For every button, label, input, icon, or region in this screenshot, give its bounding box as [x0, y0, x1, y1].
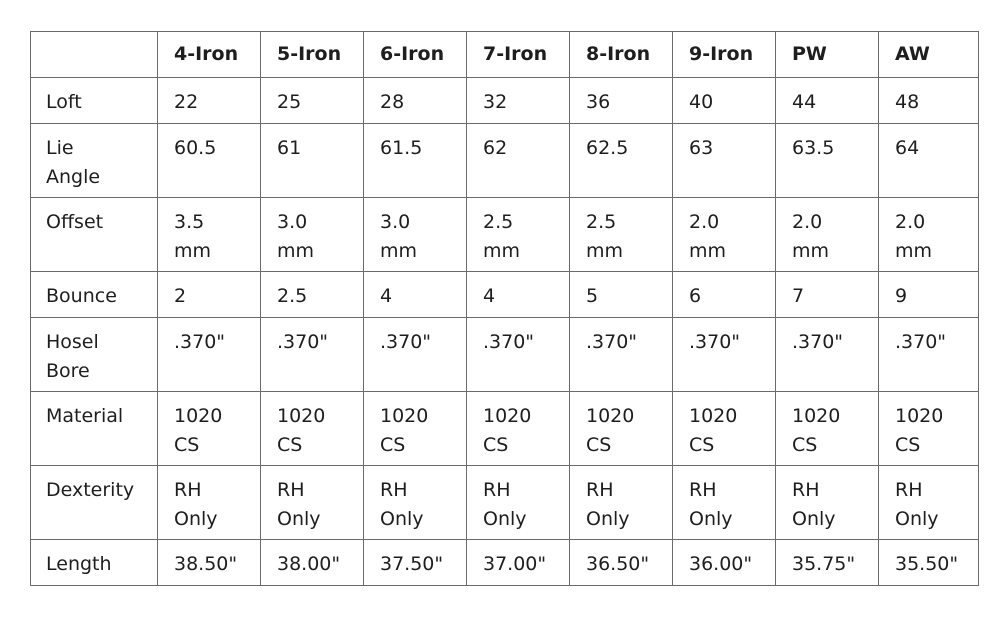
table-cell: 1020 CS	[261, 392, 364, 466]
column-header-aw: AW	[879, 32, 979, 78]
table-cell: 6	[673, 272, 776, 318]
table-cell: .370"	[776, 318, 879, 392]
table-cell: 4	[467, 272, 570, 318]
table-cell: 1020 CS	[467, 392, 570, 466]
table-cell: RH Only	[879, 466, 979, 540]
table-cell: 2.5 mm	[467, 198, 570, 272]
row-loft	[31, 78, 979, 124]
column-header-7-iron: 7-Iron	[467, 32, 570, 78]
row-label: Offset	[31, 198, 158, 272]
table-cell: 3.5 mm	[158, 198, 261, 272]
row-bounce	[31, 272, 979, 318]
table-cell: RH Only	[673, 466, 776, 540]
table-cell: 25	[261, 78, 364, 124]
table-cell: 62	[467, 124, 570, 198]
column-header-6-iron: 6-Iron	[364, 32, 467, 78]
table-cell: 2.0 mm	[673, 198, 776, 272]
row-material	[31, 392, 979, 466]
column-header-8-iron: 8-Iron	[570, 32, 673, 78]
table-cell: 63.5	[776, 124, 879, 198]
row-label: Material	[31, 392, 158, 466]
table-cell: 38.00"	[261, 540, 364, 586]
table-cell: .370"	[261, 318, 364, 392]
table-cell: 35.50"	[879, 540, 979, 586]
table-cell: 32	[467, 78, 570, 124]
table-cell: 36	[570, 78, 673, 124]
table-cell: .370"	[879, 318, 979, 392]
table-cell: 61.5	[364, 124, 467, 198]
table-cell: 22	[158, 78, 261, 124]
table-cell: .370"	[158, 318, 261, 392]
table-cell: RH Only	[364, 466, 467, 540]
table-cell: 1020 CS	[158, 392, 261, 466]
table-cell: 4	[364, 272, 467, 318]
table-cell: 64	[879, 124, 979, 198]
column-header-4-iron: 4-Iron	[158, 32, 261, 78]
table-cell: .370"	[467, 318, 570, 392]
table-cell: 2	[158, 272, 261, 318]
row-length	[31, 540, 979, 586]
row-hosel-bore	[31, 318, 979, 392]
row-dexterity	[31, 466, 979, 540]
table-cell: 1020 CS	[364, 392, 467, 466]
table-cell: 2.5	[261, 272, 364, 318]
row-label: Dexterity	[31, 466, 158, 540]
table-cell: 3.0 mm	[364, 198, 467, 272]
table-cell: 1020 CS	[570, 392, 673, 466]
corner-cell	[31, 32, 158, 78]
column-header-5-iron: 5-Iron	[261, 32, 364, 78]
table-cell: 28	[364, 78, 467, 124]
table-cell: RH Only	[570, 466, 673, 540]
table-cell: 62.5	[570, 124, 673, 198]
column-header-9-iron: 9-Iron	[673, 32, 776, 78]
table-cell: 44	[776, 78, 879, 124]
table-cell: 3.0 mm	[261, 198, 364, 272]
table-cell: 61	[261, 124, 364, 198]
table-cell: .370"	[364, 318, 467, 392]
row-label: Length	[31, 540, 158, 586]
table-cell: 7	[776, 272, 879, 318]
table-cell: 36.00"	[673, 540, 776, 586]
table-cell: RH Only	[467, 466, 570, 540]
table-cell: .370"	[570, 318, 673, 392]
table-cell: RH Only	[158, 466, 261, 540]
table-cell: 37.50"	[364, 540, 467, 586]
table-cell: 2.5 mm	[570, 198, 673, 272]
header-row	[31, 32, 979, 78]
table-cell: RH Only	[261, 466, 364, 540]
column-header-pw: PW	[776, 32, 879, 78]
table-cell: 1020 CS	[776, 392, 879, 466]
row-label: Lie Angle	[31, 124, 158, 198]
row-offset	[31, 198, 979, 272]
table-cell: 2.0 mm	[879, 198, 979, 272]
row-lie-angle	[31, 124, 979, 198]
table-cell: RH Only	[776, 466, 879, 540]
table-cell: 36.50"	[570, 540, 673, 586]
table-cell: 37.00"	[467, 540, 570, 586]
table-cell: 5	[570, 272, 673, 318]
table-cell: 63	[673, 124, 776, 198]
table-cell: 48	[879, 78, 979, 124]
table-cell: 2.0 mm	[776, 198, 879, 272]
row-label: Loft	[31, 78, 158, 124]
table-cell: 60.5	[158, 124, 261, 198]
table-cell: 1020 CS	[879, 392, 979, 466]
iron-specs-table	[30, 31, 979, 586]
row-label: Bounce	[31, 272, 158, 318]
table-cell: 9	[879, 272, 979, 318]
row-label: Hosel Bore	[31, 318, 158, 392]
table-cell: 40	[673, 78, 776, 124]
table-cell: .370"	[673, 318, 776, 392]
table-cell: 35.75"	[776, 540, 879, 586]
table-cell: 1020 CS	[673, 392, 776, 466]
table-cell: 38.50"	[158, 540, 261, 586]
